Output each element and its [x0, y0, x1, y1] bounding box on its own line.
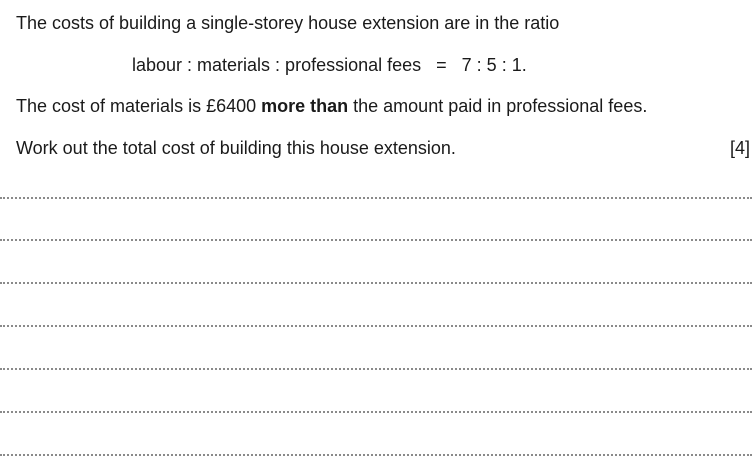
ratio-value: 7 : 5 : 1. — [461, 55, 527, 75]
question-condition — [16, 95, 647, 117]
answer-line[interactable] — [0, 368, 752, 370]
ratio-statement — [132, 54, 527, 76]
answer-line[interactable] — [0, 411, 752, 413]
answer-line[interactable] — [0, 282, 752, 284]
condition-after: the amount paid in professional fees. — [348, 96, 648, 116]
condition-emphasis: more than — [261, 96, 349, 116]
answer-line[interactable] — [0, 239, 752, 241]
answer-line[interactable] — [0, 197, 752, 199]
question-intro: The costs of building a single-storey house extension are in the ratio — [16, 13, 560, 33]
ratio-equals: = — [436, 55, 447, 75]
answer-line[interactable] — [0, 454, 752, 456]
condition-before: The cost of materials is £6400 — [16, 96, 262, 116]
marks-allocation: [4] — [729, 138, 750, 158]
ratio-label: labour : materials : professional fees — [132, 55, 422, 75]
question-task: Work out the total cost of building this house extension. — [16, 138, 456, 158]
answer-line[interactable] — [0, 325, 752, 327]
